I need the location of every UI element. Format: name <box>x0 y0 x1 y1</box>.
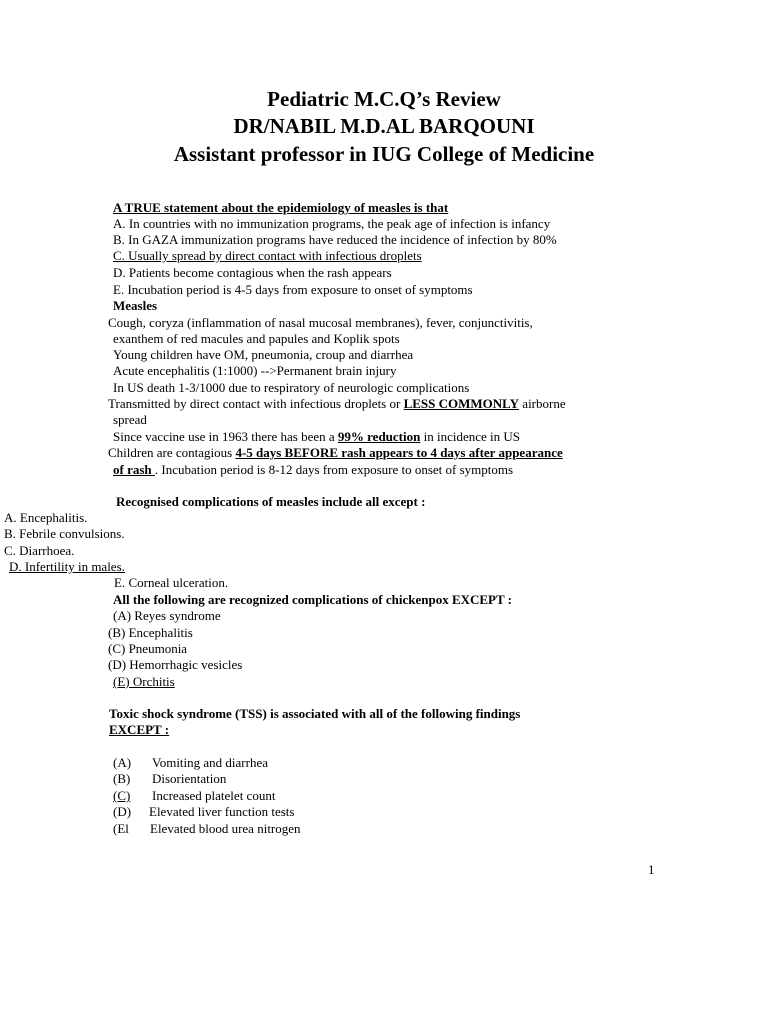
q1-option-b: B. In GAZA immunization programs have reduced the incidence of infection by 80% <box>113 232 557 247</box>
notes-line: Acute encephalitis (1:1000) -->Permanent brain injury <box>113 363 397 378</box>
q3-stem: All the following are recognized complications of chickenpox EXCEPT : <box>113 592 513 607</box>
q4-option-e <box>113 821 301 837</box>
author-name: DR/NABIL M.D.AL BARQOUNI <box>233 114 535 138</box>
notes-line: Cough, coryza (inflammation of nasal mucosal membranes), fever, conjunctivitis, <box>108 315 533 330</box>
q4-option-key: (A) <box>113 755 132 770</box>
notes-heading: Measles <box>113 298 158 313</box>
q4-option-d <box>113 804 295 820</box>
q2-option-d-answer: D. Infertility in males. <box>9 559 125 574</box>
q1-option-a: A. In countries with no immunization programs, the peak age of infection is infancy <box>113 216 551 231</box>
q2-option-e: E. Corneal ulceration. <box>114 575 229 590</box>
notes-line <box>108 396 566 412</box>
q4-option-c-answer <box>113 788 323 804</box>
notes-line: exanthem of red macules and papules and Koplik spots <box>113 331 400 346</box>
q4-option-key: (B) <box>113 771 131 786</box>
notes-emphasis: 99% reduction <box>337 429 421 444</box>
q2-option-c: C. Diarrhoea. <box>4 543 75 558</box>
notes-emphasis: of rash <box>113 462 155 477</box>
doc-title: Pediatric M.C.Q’s Review <box>267 87 501 111</box>
q3-option-b: (B) Encephalitis <box>108 625 193 640</box>
author-affiliation: Assistant professor in IUG College of Medicine <box>173 142 595 166</box>
q2-stem: Recognised complications of measles include all except : <box>116 494 426 509</box>
q3-option-e-answer: (E) Orchitis <box>113 674 175 689</box>
notes-text: Transmitted by direct contact with infectious droplets or <box>108 396 404 411</box>
q4-option-text: Elevated liver function tests <box>149 804 295 819</box>
q4-option-b <box>113 771 227 787</box>
q4-option-a <box>113 755 269 771</box>
q4-option-text: Vomiting and diarrhea <box>152 755 269 770</box>
notes-emphasis: 4-5 days BEFORE rash appears to 4 days after appearance <box>235 445 563 460</box>
notes-line <box>113 429 520 445</box>
q2-option-b: B. Febrile convulsions. <box>4 526 125 541</box>
notes-line: Young children have OM, pneumonia, croup and diarrhea <box>113 347 414 362</box>
notes-emphasis: LESS COMMONLY <box>403 396 520 411</box>
q1-option-e: E. Incubation period is 4-5 days from exposure to onset of symptoms <box>113 282 473 297</box>
q4-option-key: (C) <box>113 788 131 803</box>
q4-stem-except: EXCEPT : <box>109 722 170 737</box>
notes-line <box>108 445 563 461</box>
q4-option-text: Elevated blood urea nitrogen <box>150 821 301 836</box>
notes-text: Since vaccine use in 1963 there has been a <box>113 429 338 444</box>
q1-stem: A TRUE statement about the epidemiology of measles is that <box>113 200 449 215</box>
page-number: 1 <box>648 862 655 877</box>
q3-option-a: (A) Reyes syndrome <box>113 608 221 623</box>
notes-line: In US death 1-3/1000 due to respiratory of neurologic complications <box>113 380 470 395</box>
notes-text: in incidence in US <box>420 429 521 444</box>
q4-option-text: Disorientation <box>152 771 227 786</box>
notes-line: spread <box>113 412 147 427</box>
q3-option-c: (C) Pneumonia <box>108 641 188 656</box>
notes-text: airborne <box>519 396 566 411</box>
q4-stem: Toxic shock syndrome (TSS) is associated with all of the following findings <box>109 706 521 721</box>
notes-text: . Incubation period is 8-12 days from exposure to onset of symptoms <box>154 462 514 477</box>
notes-line <box>113 462 513 478</box>
q4-option-key: (El <box>113 821 129 836</box>
q1-option-c-answer: C. Usually spread by direct contact with infectious droplets <box>113 248 422 263</box>
q1-option-d: D. Patients become contagious when the rash appears <box>113 265 392 280</box>
q4-option-key: (D) <box>113 804 132 819</box>
q2-option-a: A. Encephalitis. <box>4 510 88 525</box>
q4-option-text: Increased platelet count <box>152 788 276 803</box>
notes-text: Children are contagious <box>108 445 236 460</box>
q3-option-d: (D) Hemorrhagic vesicles <box>108 657 243 672</box>
